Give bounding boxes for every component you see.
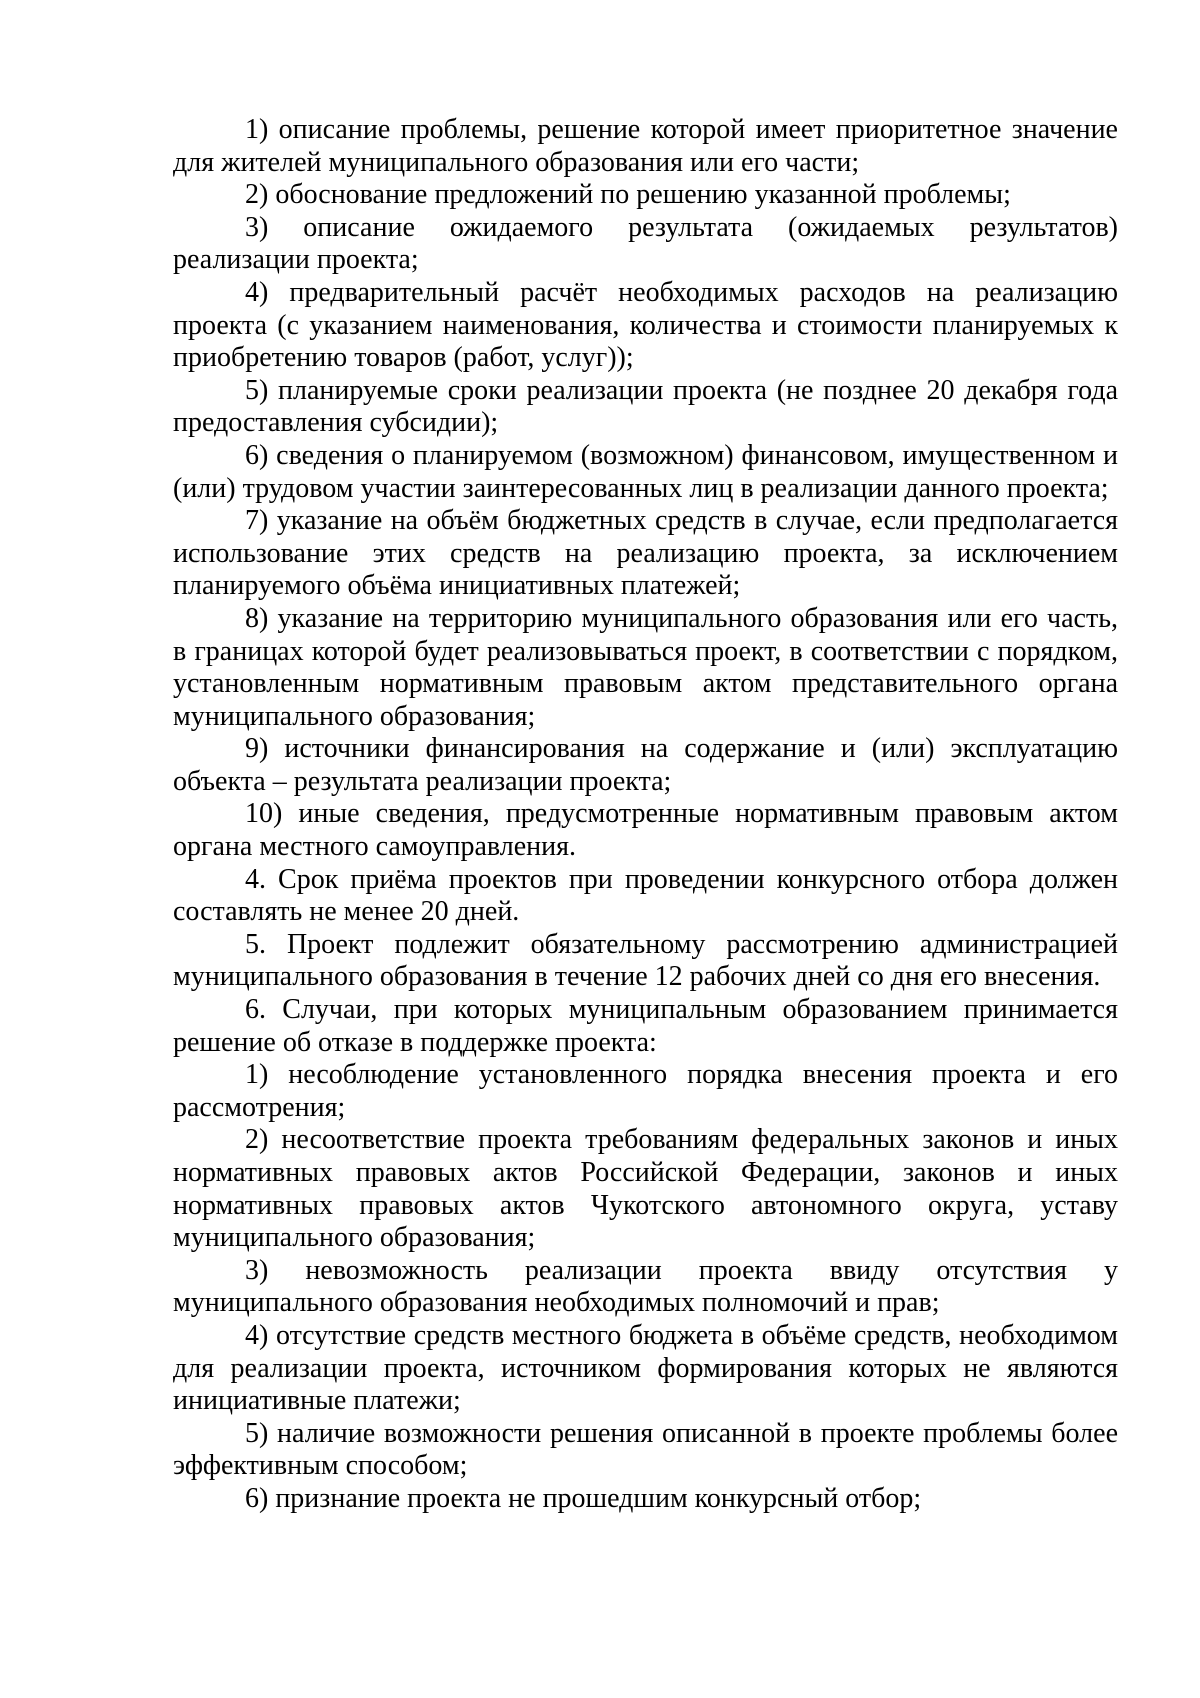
document-page [173,114,1118,1516]
list-item: 5) наличие возможности решения описанной в проекте проблемы более эффективным способом; [173,1417,1118,1482]
section-paragraph: 4. Срок приёма проектов при проведении конкурсного отбора должен составлять не менее 20 дней. [173,863,1118,928]
list-item: 2) несоответствие проекта требованиям федеральных законов и иных нормативных правовых актов Российской Федерации, законов и иных нормативных правовых актов Чукотского автономного округа, уставу муниципального образования; [173,1124,1118,1254]
list-item: 4) отсутствие средств местного бюджета в объёме средств, необходимом для реализации проекта, источником формирования которых не являются инициативные платежи; [173,1319,1118,1417]
section-paragraph: 6. Случаи, при которых муниципальным образованием принимается решение об отказе в поддержке проекта: [173,994,1118,1058]
list-item: 9) источники финансирования на содержание и (или) эксплуатацию объекта – результата реализации проекта; [173,733,1118,797]
list-item: 2) обоснование предложений по решению указанной проблемы; [245,179,1011,211]
list-item: 10) иные сведения, предусмотренные нормативным правовым актом органа местного самоуправления. [173,798,1118,863]
list-item: 1) несоблюдение установленного порядка внесения проекта и его рассмотрения; [173,1059,1118,1123]
section-paragraph: 5. Проект подлежит обязательному рассмотрению администрацией муниципального образования в течение 12 рабочих дней со дня его внесения. [173,928,1118,993]
list-item: 5) планируемые сроки реализации проекта (не позднее 20 декабря года предоставления субсидии); [173,374,1118,439]
list-item: 6) признание проекта не прошедшим конкурсный отбор; [245,1482,922,1514]
list-item: 1) описание проблемы, решение которой имеет приоритетное значение для жителей муниципального образования или его части; [173,114,1118,178]
list-item: 8) указание на территорию муниципального образования или его часть, в границах которой будет реализовываться проект, в соответствии с порядком, установленным нормативным правовым актом представительного органа муниципального образования; [173,602,1118,732]
list-item: 7) указание на объём бюджетных средств в случае, если предполагается использование этих средств на реализацию проекта, за исключением планируемого объёма инициативных платежей; [173,505,1118,602]
list-item: 6) сведения о планируемом (возможном) финансовом, имущественном и (или) трудовом участии заинтересованных лиц в реализации данного проекта; [173,439,1118,504]
list-item: 3) невозможность реализации проекта ввиду отсутствия у муниципального образования необходимых полномочий и прав; [173,1254,1118,1319]
list-item: 3) описание ожидаемого результата (ожидаемых результатов) реализации проекта; [173,211,1118,276]
list-item: 4) предварительный расчёт необходимых расходов на реализацию проекта (с указанием наименования, количества и стоимости планируемых к приобретению товаров (работ, услуг)); [173,276,1118,374]
